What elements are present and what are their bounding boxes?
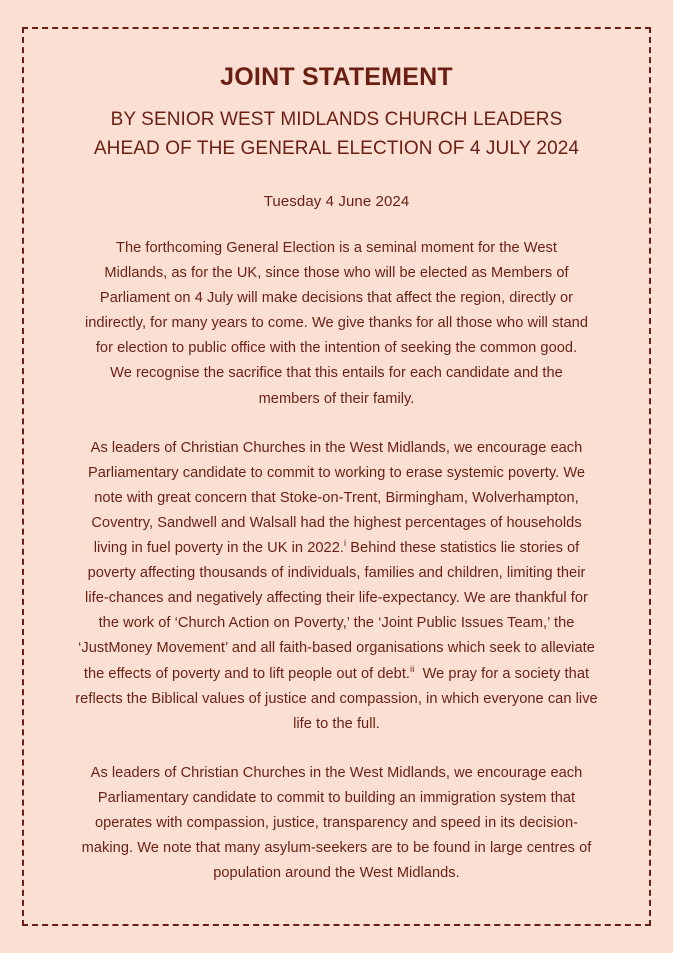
subtitle-line-2: AHEAD OF THE GENERAL ELECTION OF 4 JULY 2024 bbox=[93, 137, 580, 159]
subtitle-line-1: BY SENIOR WEST MIDLANDS CHURCH LEADERS bbox=[110, 109, 563, 130]
paragraph-2-part-1: As leaders of Christian Churches in the West Midlands, we encourage each Parliamentary candidate to commit to working to erase systemic poverty. We note with great concern that Stoke-on-Trent, Birmingham, Wolverhampton, Coventry, Sandwell and Walsall had the highest percentages of households living in fuel poverty in the UK in 2022. bbox=[87, 439, 586, 557]
paragraph-3: As leaders of Christian Churches in the West Midlands, we encourage each Parliamentary candidate to commit to building an immigration system that operates with compassion, justice, transparency and speed in its decision-making. We note that many asylum-seekers are to be found in large centres of population around the West Midlands. bbox=[81, 764, 592, 882]
document-content bbox=[22, 22, 651, 930]
paragraph-2-part-3: We pray for a society that reflects the Biblical values of justice and compassion, in which everyone can live life to the full. bbox=[75, 665, 598, 732]
statement-date: Tuesday 4 June 2024 bbox=[263, 193, 410, 210]
paragraph-2-part-2: Behind these statistics lie stories of poverty affecting thousands of individuals, families and children, limiting their life-chances and negatively affecting their life-expectancy. We are thankful for the work of ‘Church Action on Poverty,’ the ‘Joint Public Issues Team,’ the ‘JustMoney Movement’ and all faith-based organisations which seek to alleviate the effects of poverty and to lift people out of debt. bbox=[78, 540, 595, 682]
footnote-marker-1: i bbox=[343, 538, 347, 550]
paragraph-2 bbox=[74, 436, 599, 737]
page-title: JOINT STATEMENT bbox=[220, 63, 453, 91]
footnote-marker-2: ii bbox=[410, 663, 415, 675]
paragraph-1: The forthcoming General Election is a seminal moment for the West Midlands, as for the UK, since those who will be elected as Members of Parliament on 4 July will make decisions that affect the region, directly or indirectly, for many years to come. We give thanks for all those who will stand for election to public office with the intention of seeking the common good. We recognise the sacrifice that this entails for each candidate and the members of their family. bbox=[84, 240, 589, 407]
page-subtitle bbox=[74, 106, 599, 163]
